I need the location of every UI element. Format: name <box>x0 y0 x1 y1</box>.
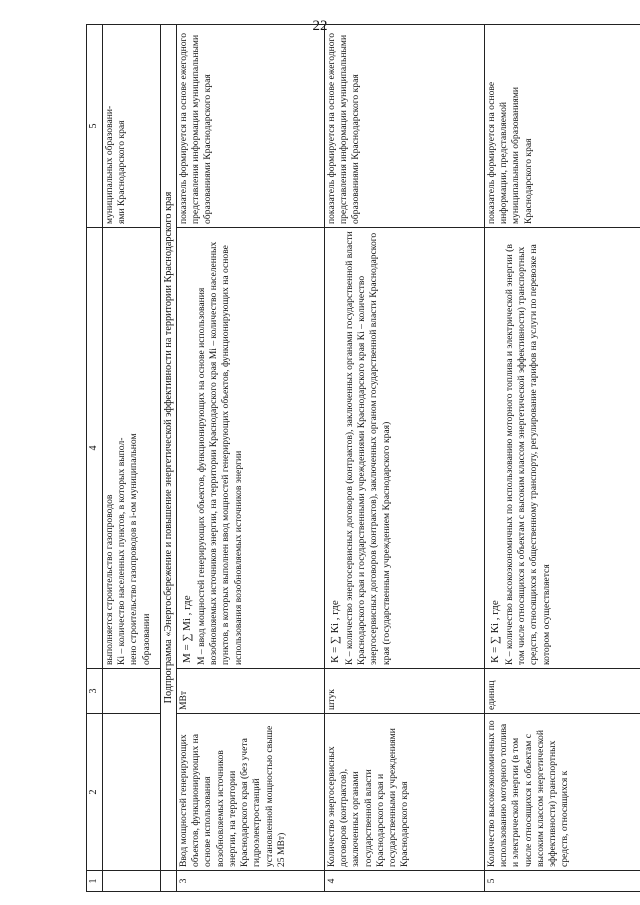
cont-col-3 <box>102 669 160 714</box>
cont-col-5 <box>102 25 160 228</box>
formula: К = ∑ Кi , где <box>488 600 501 663</box>
unit-of-measure: штук <box>324 669 484 714</box>
cont-note-line: муниципальных образовани- <box>103 105 115 224</box>
header-col-3: 3 <box>87 669 103 714</box>
cont-desc-line: нено строительство газопроводов в i-ом муниципальном <box>128 433 140 665</box>
formula-description: К – количество энергосервисных договоров (контрактов), заключенных органами государственной власти Краснодарского края и государственными учреждениями Краснодарского края Кi – количество энергосервисных договоров (контрактов), заключенных органом государственной власти Краснодарского края (государственным учреждением Краснодарского края) <box>343 231 392 665</box>
subprogram-title: Подпрограмма «Энергосбережение и повышение энергетической эффективности на территории Краснодарского края <box>160 25 176 871</box>
header-col-1: 1 <box>87 871 103 892</box>
indicator-table <box>86 24 640 892</box>
calculation-method <box>324 228 484 669</box>
cont-col-4 <box>102 228 160 669</box>
formula-description: К – количество высокоэкономичных по использованию моторного топлива и электрической энергии (в том числе относящихся к объектам с высоким классом энергетической эффективности) транспортных средств, относящихся к общественному транспорту, регулирование тарифов на услуги по перевозке на котором осуществляется <box>503 244 552 665</box>
data-source-note: показатель формируется на основе ежегодного представления информации муниципальными образованиями Краснодарского края <box>324 25 484 228</box>
page-number: 22 <box>312 18 328 34</box>
table-row <box>324 25 484 892</box>
unit-of-measure: единиц <box>484 669 640 714</box>
header-col-5: 5 <box>87 25 103 228</box>
row-number: 5 <box>484 871 640 892</box>
row-number: 3 <box>176 871 324 892</box>
subprogram-blank <box>160 871 176 892</box>
indicator-name: Количество высокоэкономичных по использованию моторного топлива и электрической энергии (в том числе относящихся к объектам с высоким классом энергетической эффективности) транспортных средств, относящихся к <box>484 714 640 871</box>
cont-desc-line: Кi – количество населенных пунктов, в которых выпол- <box>116 437 128 665</box>
indicator-name: Ввод мощностей генерирующих объектов, функционирующих на основе использования возобновляемых источников энергии, на территории Краснодарского края (без учета гидроэлектростанций установленной мощностью свыше 25 МВт) <box>176 714 324 871</box>
cont-note-line: ями Краснодарского края <box>116 120 128 224</box>
calculation-method <box>176 228 324 669</box>
row-number: 4 <box>324 871 484 892</box>
data-source-note: показатель формируется на основе ежегодного представления информации муниципальными образованиями Краснодарского края <box>176 25 324 228</box>
table-row <box>176 25 324 892</box>
cont-desc-line: образовании <box>140 613 152 665</box>
formula-description: М – ввод мощностей генерирующих объектов, функционирующих на основе использования возобновляемых источников энергии, на территории Краснодарского края Мi – количество населенных пунктов, в которых выполнен ввод мощностей генерирующих объектов, функционирующих на основе использования возобновляемых источников энергии <box>195 241 244 665</box>
calculation-method <box>484 228 640 669</box>
header-col-4: 4 <box>87 228 103 669</box>
table-row-continued <box>102 25 160 892</box>
table-header-row <box>87 25 103 892</box>
cont-col-2 <box>102 714 160 871</box>
subprogram-row <box>160 25 176 892</box>
table-row <box>484 25 640 892</box>
formula: К = ∑ Кi , где <box>328 600 341 663</box>
cont-col-1 <box>102 871 160 892</box>
formula: М = ∑ Мi , где <box>180 595 193 663</box>
header-col-2: 2 <box>87 714 103 871</box>
unit-of-measure: МВт <box>176 669 324 714</box>
indicator-table-sheet <box>86 32 640 892</box>
rotated-page-frame <box>86 32 640 892</box>
data-source-note: показатель формируется на основе информации, представляемой муниципальными образованиями Краснодарского края <box>484 25 640 228</box>
indicator-name: Количество энергосервисных договоров (контрактов), заключенных органами государственной власти Краснодарского края и государственными учреждениями Краснодарского края <box>324 714 484 871</box>
cont-desc-line: выполняется строительство газопроводов <box>103 494 115 665</box>
